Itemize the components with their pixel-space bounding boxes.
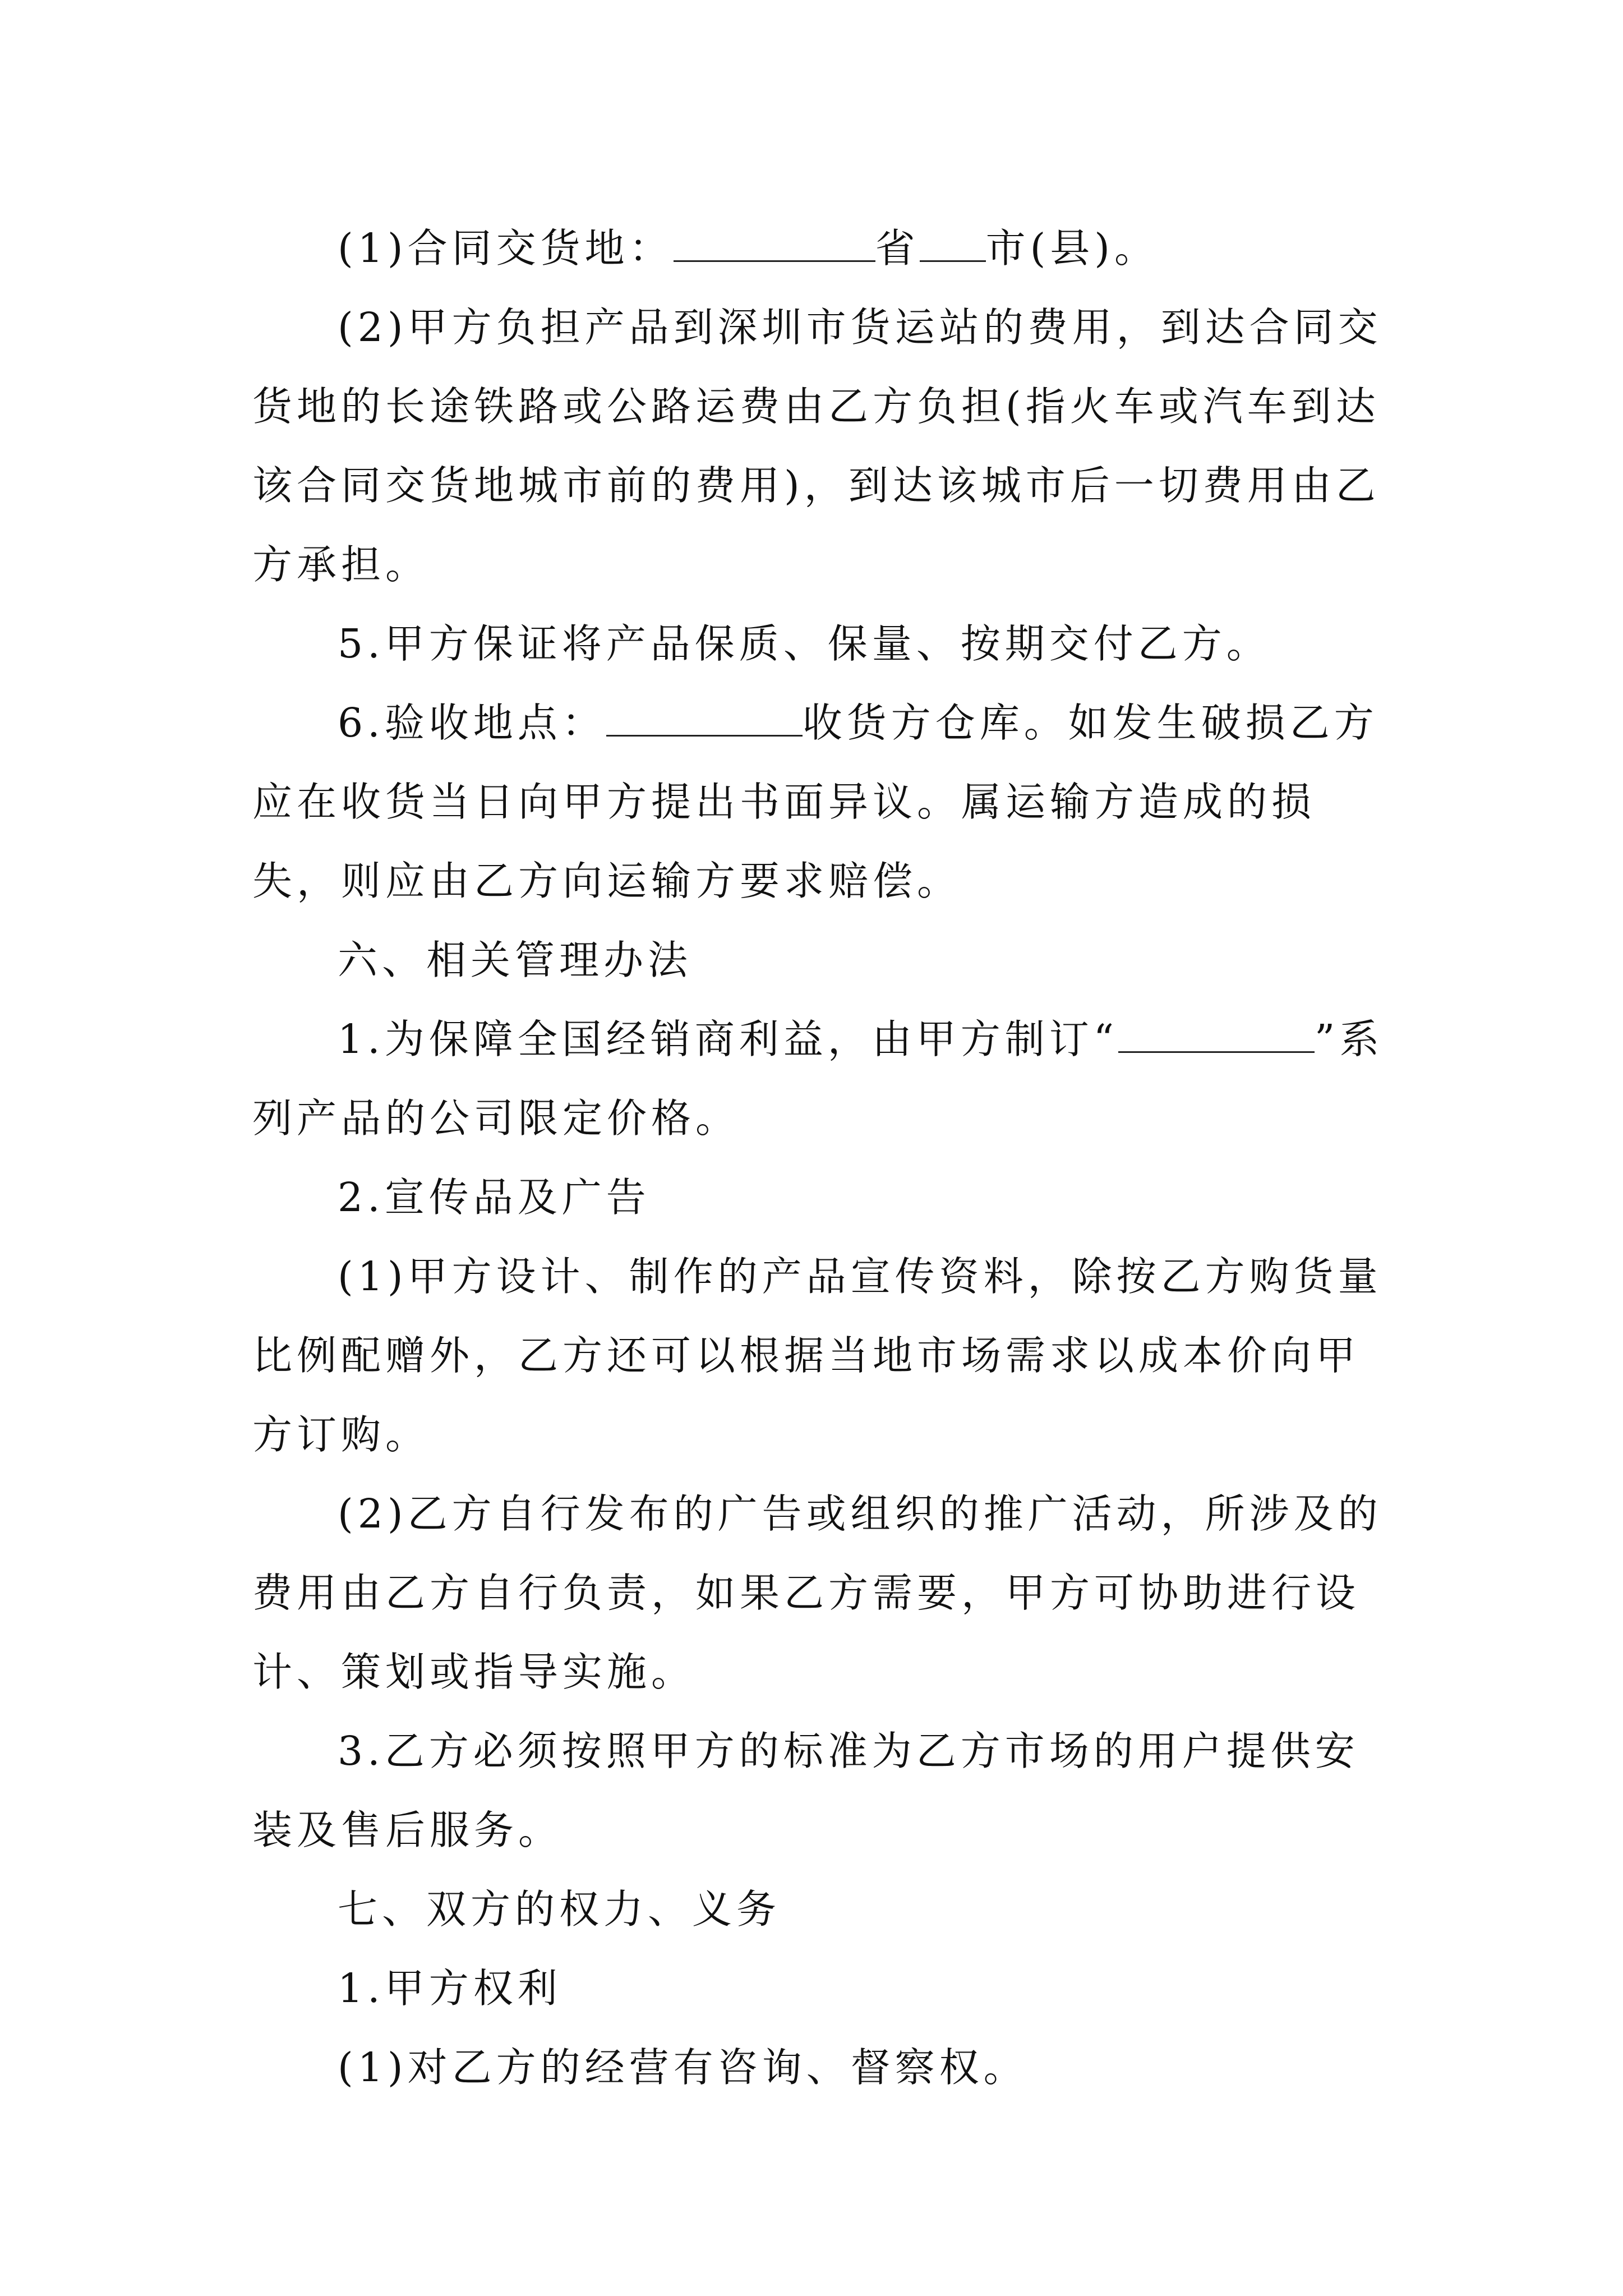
clause-promotion-heading: 2.宣传品及广告 (338, 1174, 651, 1221)
city-label: 市(县)。 (985, 225, 1159, 272)
clause-consulting-right: (1)对乙方的经营有咨询、督察权。 (338, 2044, 1028, 2091)
document-page (252, 209, 1402, 2107)
section-heading-rights-obligations: 七、双方的权力、义务 (338, 1886, 781, 1932)
clause-advertising-costs: (2)乙方自行发布的广告或组织的推广活动，所涉及的费用由乙方自行负责，如果乙方需要，甲方可协助进行设计、策划或指导实施。 (252, 1490, 1382, 1695)
city-blank-field[interactable] (920, 224, 986, 262)
inspection-place-blank-field[interactable] (606, 699, 803, 737)
delivery-place-label: (1)合同交货地： (338, 225, 674, 272)
clause-promotion-materials: (1)甲方设计、制作的产品宣传资料，除按乙方购货量比例配赠外，乙方还可以根据当地市场需求以成本价向甲方订购。 (252, 1253, 1382, 1458)
price-limit-label: 1.为保障全国经销商利益，由甲方制订“ (338, 1016, 1119, 1062)
clause-inspection-place (252, 683, 1402, 921)
province-label: 省 (875, 225, 920, 272)
clause-freight-costs: (2)甲方负担产品到深圳市货运站的费用，到达合同交货地的长途铁路或公路运费由乙方负担(指火车或汽车到达该合同交货地城市前的费用)，到达该城市后一切费用由乙方承担。 (252, 304, 1382, 588)
clause-price-limit (252, 1000, 1402, 1158)
inspection-place-text: 收货方仓库。如发生破损乙方应在收货当日向甲方提出书面异议。属运输方造成的损失，则应由乙方向运输方要求赔偿。 (252, 700, 1378, 904)
price-limit-text: ”系列产品的公司限定价格。 (252, 1016, 1384, 1142)
province-blank-field[interactable] (674, 224, 875, 262)
product-series-blank-field[interactable] (1118, 1015, 1315, 1053)
clause-after-sales: 3.乙方必须按照甲方的标准为乙方市场的用户提供安装及售后服务。 (252, 1728, 1359, 1853)
section-heading-management: 六、相关管理办法 (338, 937, 693, 983)
clause-quality-guarantee: 5.甲方保证将产品保质、保量、按期交付乙方。 (338, 620, 1271, 667)
clause-party-a-rights-heading: 1.甲方权利 (338, 1965, 562, 2012)
clause-delivery-place (252, 209, 1402, 288)
inspection-place-label: 6.验收地点： (338, 700, 606, 746)
